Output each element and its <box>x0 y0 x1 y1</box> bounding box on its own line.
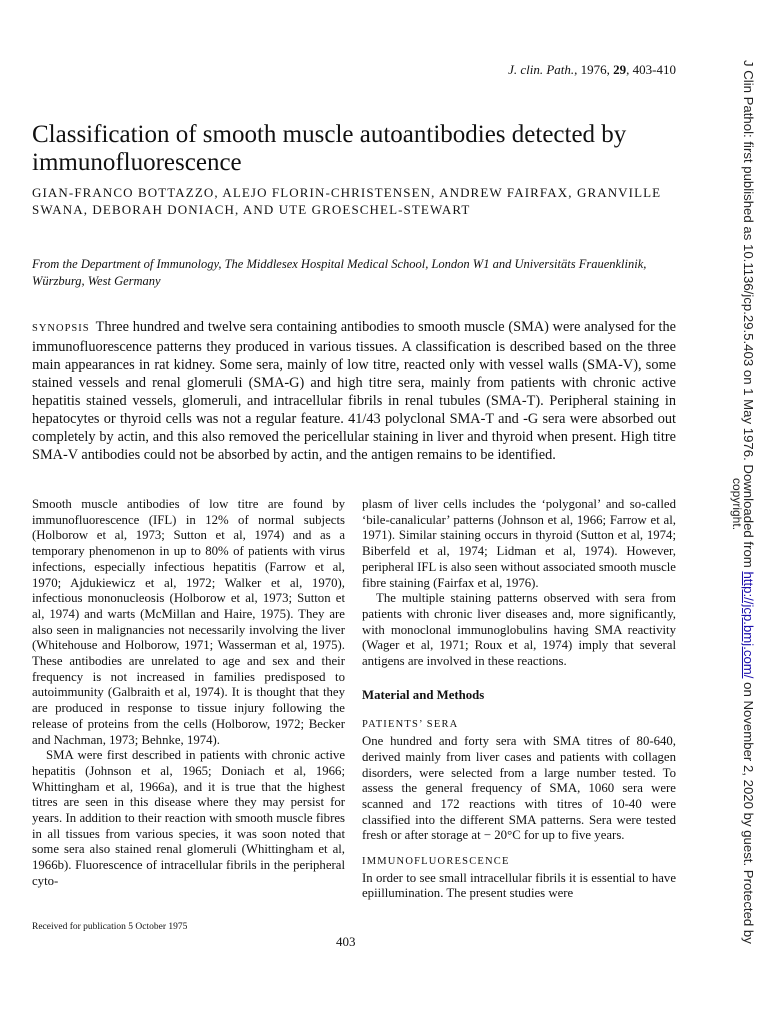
synopsis-text: Three hundred and twelve sera containing antibodies to smooth muscle (SMA) were analysed for the immunofluorescence patterns they produced in various tissues. A classification is described based on the three main appearances in rat kidney. Some sera, mainly of low titre, reacted only with vessel walls (SMA-V), some stained vessels and renal glomeruli (SMA-G) and high titre sera, mainly from patients with chronic active hepatitis stained vessels, glomeruli, and intracellular fibrils in renal tubules (SMA-T). Peripheral staining in hepatocytes or thyroid cells was not a regular feature. 41/43 polyclonal SMA-T and -G sera were absorbed out completely by actin, and this also removed the pericellular staining in liver and thyroid when present. High titre SMA-V antibodies could not be absorbed by actin, and the antigen remains to be identified. <box>32 319 676 463</box>
citation-pages: , 403-410 <box>626 62 676 77</box>
body-paragraph: plasm of liver cells includes the ‘polygonal’ and so-called ‘bile-canalicular’ patterns (Johnson et al, 1966; Farrow et al, 1971). Similar staining occurs in thyroid (Sutton et al, 1974; Biberfeld et al, 1974; Lidman et al, 1974). However, peripheral IFL is also seen without associated smooth muscle fibre staining (Fairfax et al, 1976). <box>362 497 676 590</box>
right-column <box>362 497 676 902</box>
section-heading: Material and Methods <box>362 687 485 702</box>
body-paragraph: One hundred and forty sera with SMA titres of 80-640, derived mainly from liver cases and patients with collagen disorders, were selected from a large number tested. To assess the general frequency of SMA, 1060 sera were scanned and 172 reactions with titres of 10-40 were classified into the different SMA patterns. Sera were tested fresh or after storage at − 20°C for up to five years. <box>362 734 676 843</box>
citation-year: , 1976, <box>574 62 614 77</box>
body-paragraph: Smooth muscle antibodies of low titre are found by immunofluorescence (IFL) in 12% of normal subjects (Holborow et al, 1973; Sutton et al, 1974) and as a temporary phenomenon in up to 80% of patients with virus infections, especially infectious hepatitis (Farrow et al, 1970; Ajdukiewicz et al, 1972; Walker et al, 1970), infectious mononucleosis (Holborow et al, 1973; Sutton et al, 1974) and warts (McMillan and Haire, 1975). They are also seen in malignancies not necessarily involving the liver (Whitehouse and Holborow, 1971; Wasserman et al, 1975). These antibodies are unrelated to age and sex and their frequency is not increased in families predisposed to autoimmunity (Galbraith et al, 1974). It is thought that they are produced in response to tissue injury following the release of proteins from the cells (Holborow, 1972; Becker and Nachman, 1973; Behnke, 1974). <box>32 497 345 747</box>
journal-citation <box>508 62 676 78</box>
download-sidebar <box>728 60 768 990</box>
subsection-heading: IMMUNOFLUORESCENCE <box>362 856 510 868</box>
body-paragraph: In order to see small intracellular fibrils it is essential to have epiillumination. The present studies were <box>362 870 676 901</box>
sidebar-link[interactable]: http://jcp.bmj.com/ <box>741 571 756 679</box>
page-number: 403 <box>336 934 356 949</box>
synopsis <box>32 318 676 464</box>
body-paragraph: SMA were first described in patients with chronic active hepatitis (Johnson et al, 1965; Doniach et al, 1966; Whittingham et al, 1966a), and it is true that the highest titres are seen in this disease where they may persist for years. In addition to their reaction with smooth muscle fibres in all tissues from various species, it was soon noted that some sera also stained renal glomeruli (Whittingham et al, 1966b). Fluorescence of intracellular fibrils in the peripheral cyto- <box>32 748 345 888</box>
sidebar-text: J Clin Pathol: first published as 10.1136/jcp.29.5.403 on 1 May 1976. Downloaded from <box>741 60 756 572</box>
sidebar-line: copyright. <box>730 478 744 531</box>
synopsis-label: SYNOPSIS <box>32 323 90 334</box>
received-note: Received for publication 5 October 1975 <box>32 922 188 932</box>
left-column <box>32 497 345 890</box>
sidebar-text: on November 2, 2020 by guest. Protected by <box>741 678 756 944</box>
journal-name: J. clin. Path. <box>508 62 575 77</box>
article-title: Classification of smooth muscle autoantibodies detected by immunofluorescence <box>32 121 627 176</box>
citation-volume: 29 <box>613 62 627 77</box>
subsection-heading: PATIENTS’ SERA <box>362 719 459 731</box>
author-affiliation: From the Department of Immunology, The Middlesex Hospital Medical School, London W1 and Universitäts Frauenklinik, Würzburg, West Germany <box>32 257 647 288</box>
body-paragraph: The multiple staining patterns observed with sera from patients with chronic liver diseases and, more significantly, with monoclonal immunoglobulins having SMA reactivity (Wager et al, 1971; Roux et al, 1974) imply that several antigens are involved in these reactions. <box>362 591 676 669</box>
author-list: GIAN-FRANCO BOTTAZZO, ALEJO FLORIN-CHRISTENSEN, ANDREW FAIRFAX, GRANVILLE SWANA, DEBORAH DONIACH, AND UTE GROESCHEL-STEWART <box>32 185 662 217</box>
